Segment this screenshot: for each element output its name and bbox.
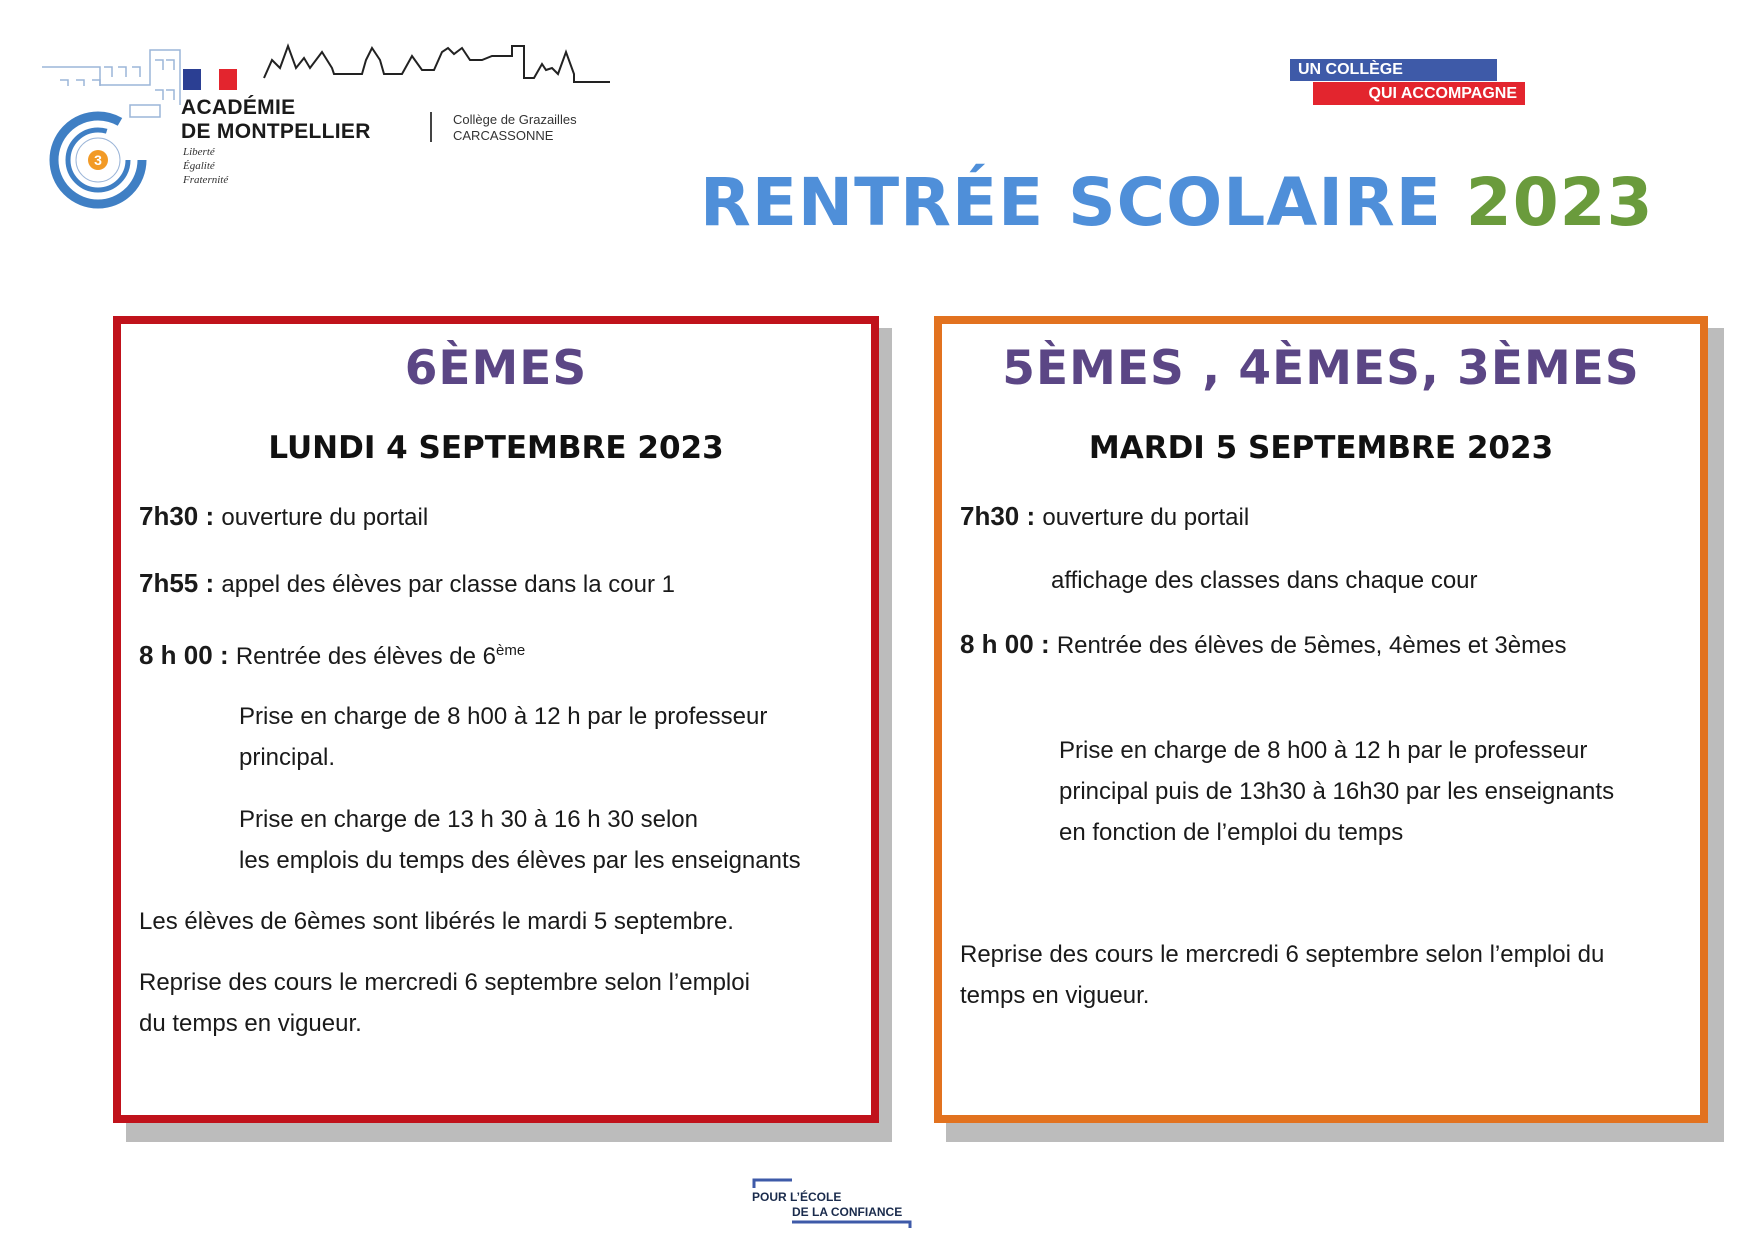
schedule-sep: : — [212, 640, 236, 670]
grade-heading: 6ÈMES — [404, 341, 588, 396]
motto-fraternite: Fraternité — [183, 174, 229, 186]
page-title — [700, 163, 1654, 243]
schedule-text: appel des élèves par classe dans la cour 1 — [221, 571, 675, 598]
prise-line2: principal puis de 13h30 à 16h30 par les enseignants — [1059, 778, 1615, 805]
schedule-text: ouverture du portail — [1042, 504, 1250, 531]
prise1-line1: Prise en charge de 8 h00 à 12 h par le professeur — [239, 703, 768, 730]
building-sketch-icon — [42, 50, 180, 117]
schedule-sep: : — [198, 568, 222, 598]
header-separator — [430, 112, 432, 142]
reprise-note — [960, 934, 1604, 1016]
prise2-line1: Prise en charge de 13 h 30 à 16 h 30 selon — [239, 806, 698, 833]
title-year: 2023 — [1465, 164, 1654, 241]
footer-line2: DE LA CONFIANCE — [792, 1205, 903, 1219]
schedule-text: ouverture du portail — [221, 504, 429, 531]
schedule-sep: : — [1033, 629, 1057, 659]
schedule-item — [139, 496, 428, 538]
date-heading: LUNDI 4 SEPTEMBRE 2023 — [268, 430, 724, 466]
ordinal-sup: ème — [496, 642, 526, 659]
motto-liberte: Liberté — [183, 146, 215, 158]
schedule-time: 7h55 — [139, 568, 199, 598]
republic-motto — [183, 145, 228, 187]
prise1-line2: principal. — [239, 744, 336, 771]
schedule-item — [139, 563, 675, 605]
schedule-sep: : — [1019, 501, 1043, 531]
french-flag-icon — [183, 69, 237, 90]
prise2-line2: les emplois du temps des élèves par les enseignants — [239, 847, 801, 874]
prise-en-charge-matin — [239, 696, 767, 778]
academie-line1: ACADÉMIE — [181, 96, 296, 119]
footer-line1: POUR L’ÉCOLE — [752, 1190, 842, 1204]
prise-en-charge-apres-midi — [239, 799, 801, 881]
date-heading: MARDI 5 SEPTEMBRE 2023 — [1088, 430, 1554, 466]
reprise-line2: du temps en vigueur. — [139, 1010, 362, 1037]
badge-un-college: UN COLLÈGE — [1290, 59, 1497, 81]
ecole-confiance-logo-icon — [752, 1178, 912, 1230]
academie-line2: DE MONTPELLIER — [181, 120, 371, 143]
reprise-line1: Reprise des cours le mercredi 6 septembre selon l’emploi — [139, 969, 750, 996]
liberes-note: Les élèves de 6èmes sont libérés le mardi 5 septembre. — [139, 908, 734, 935]
college-line2: CARCASSONNE — [453, 128, 554, 143]
logo-college-number: 3 — [94, 152, 102, 168]
prise-line3: en fonction de l’emploi du temps — [1059, 819, 1404, 846]
schedule-sep: : — [198, 501, 222, 531]
college-name — [453, 112, 577, 144]
badge-qui-accompagne: QUI ACCOMPAGNE — [1313, 82, 1525, 105]
affichage-note: affichage des classes dans chaque cour — [1051, 567, 1478, 594]
schedule-text: Rentrée des élèves de 5èmes, 4èmes et 3èmes — [1056, 632, 1567, 659]
title-main: RENTRÉE SCOLAIRE — [700, 164, 1442, 241]
schedule-time: 7h30 — [960, 501, 1020, 531]
box-6emes — [113, 316, 879, 1123]
grade-heading: 5ÈMES , 4ÈMES, 3ÈMES — [1002, 341, 1640, 396]
schedule-text: Rentrée des élèves de 6 — [235, 643, 496, 670]
schedule-item — [960, 496, 1249, 538]
schedule-time: 8 h 00 — [960, 629, 1034, 659]
schedule-time: 8 h 00 — [139, 640, 213, 670]
college-line1: Collège de Grazailles — [453, 112, 577, 127]
reprise-line1: Reprise des cours le mercredi 6 septembre selon l’emploi du — [960, 941, 1605, 968]
prise-line1: Prise en charge de 8 h00 à 12 h par le professeur — [1059, 737, 1588, 764]
town-skyline-icon — [262, 38, 612, 90]
academie-name — [181, 96, 371, 144]
prise-en-charge — [1059, 730, 1614, 853]
box-5emes-4emes-3emes — [934, 316, 1708, 1123]
schedule-time: 7h30 — [139, 501, 199, 531]
reprise-note — [139, 962, 750, 1044]
motto-egalite: Égalité — [183, 160, 215, 172]
schedule-item — [139, 630, 525, 677]
schedule-item — [960, 624, 1566, 666]
reprise-line2: temps en vigueur. — [960, 982, 1150, 1009]
